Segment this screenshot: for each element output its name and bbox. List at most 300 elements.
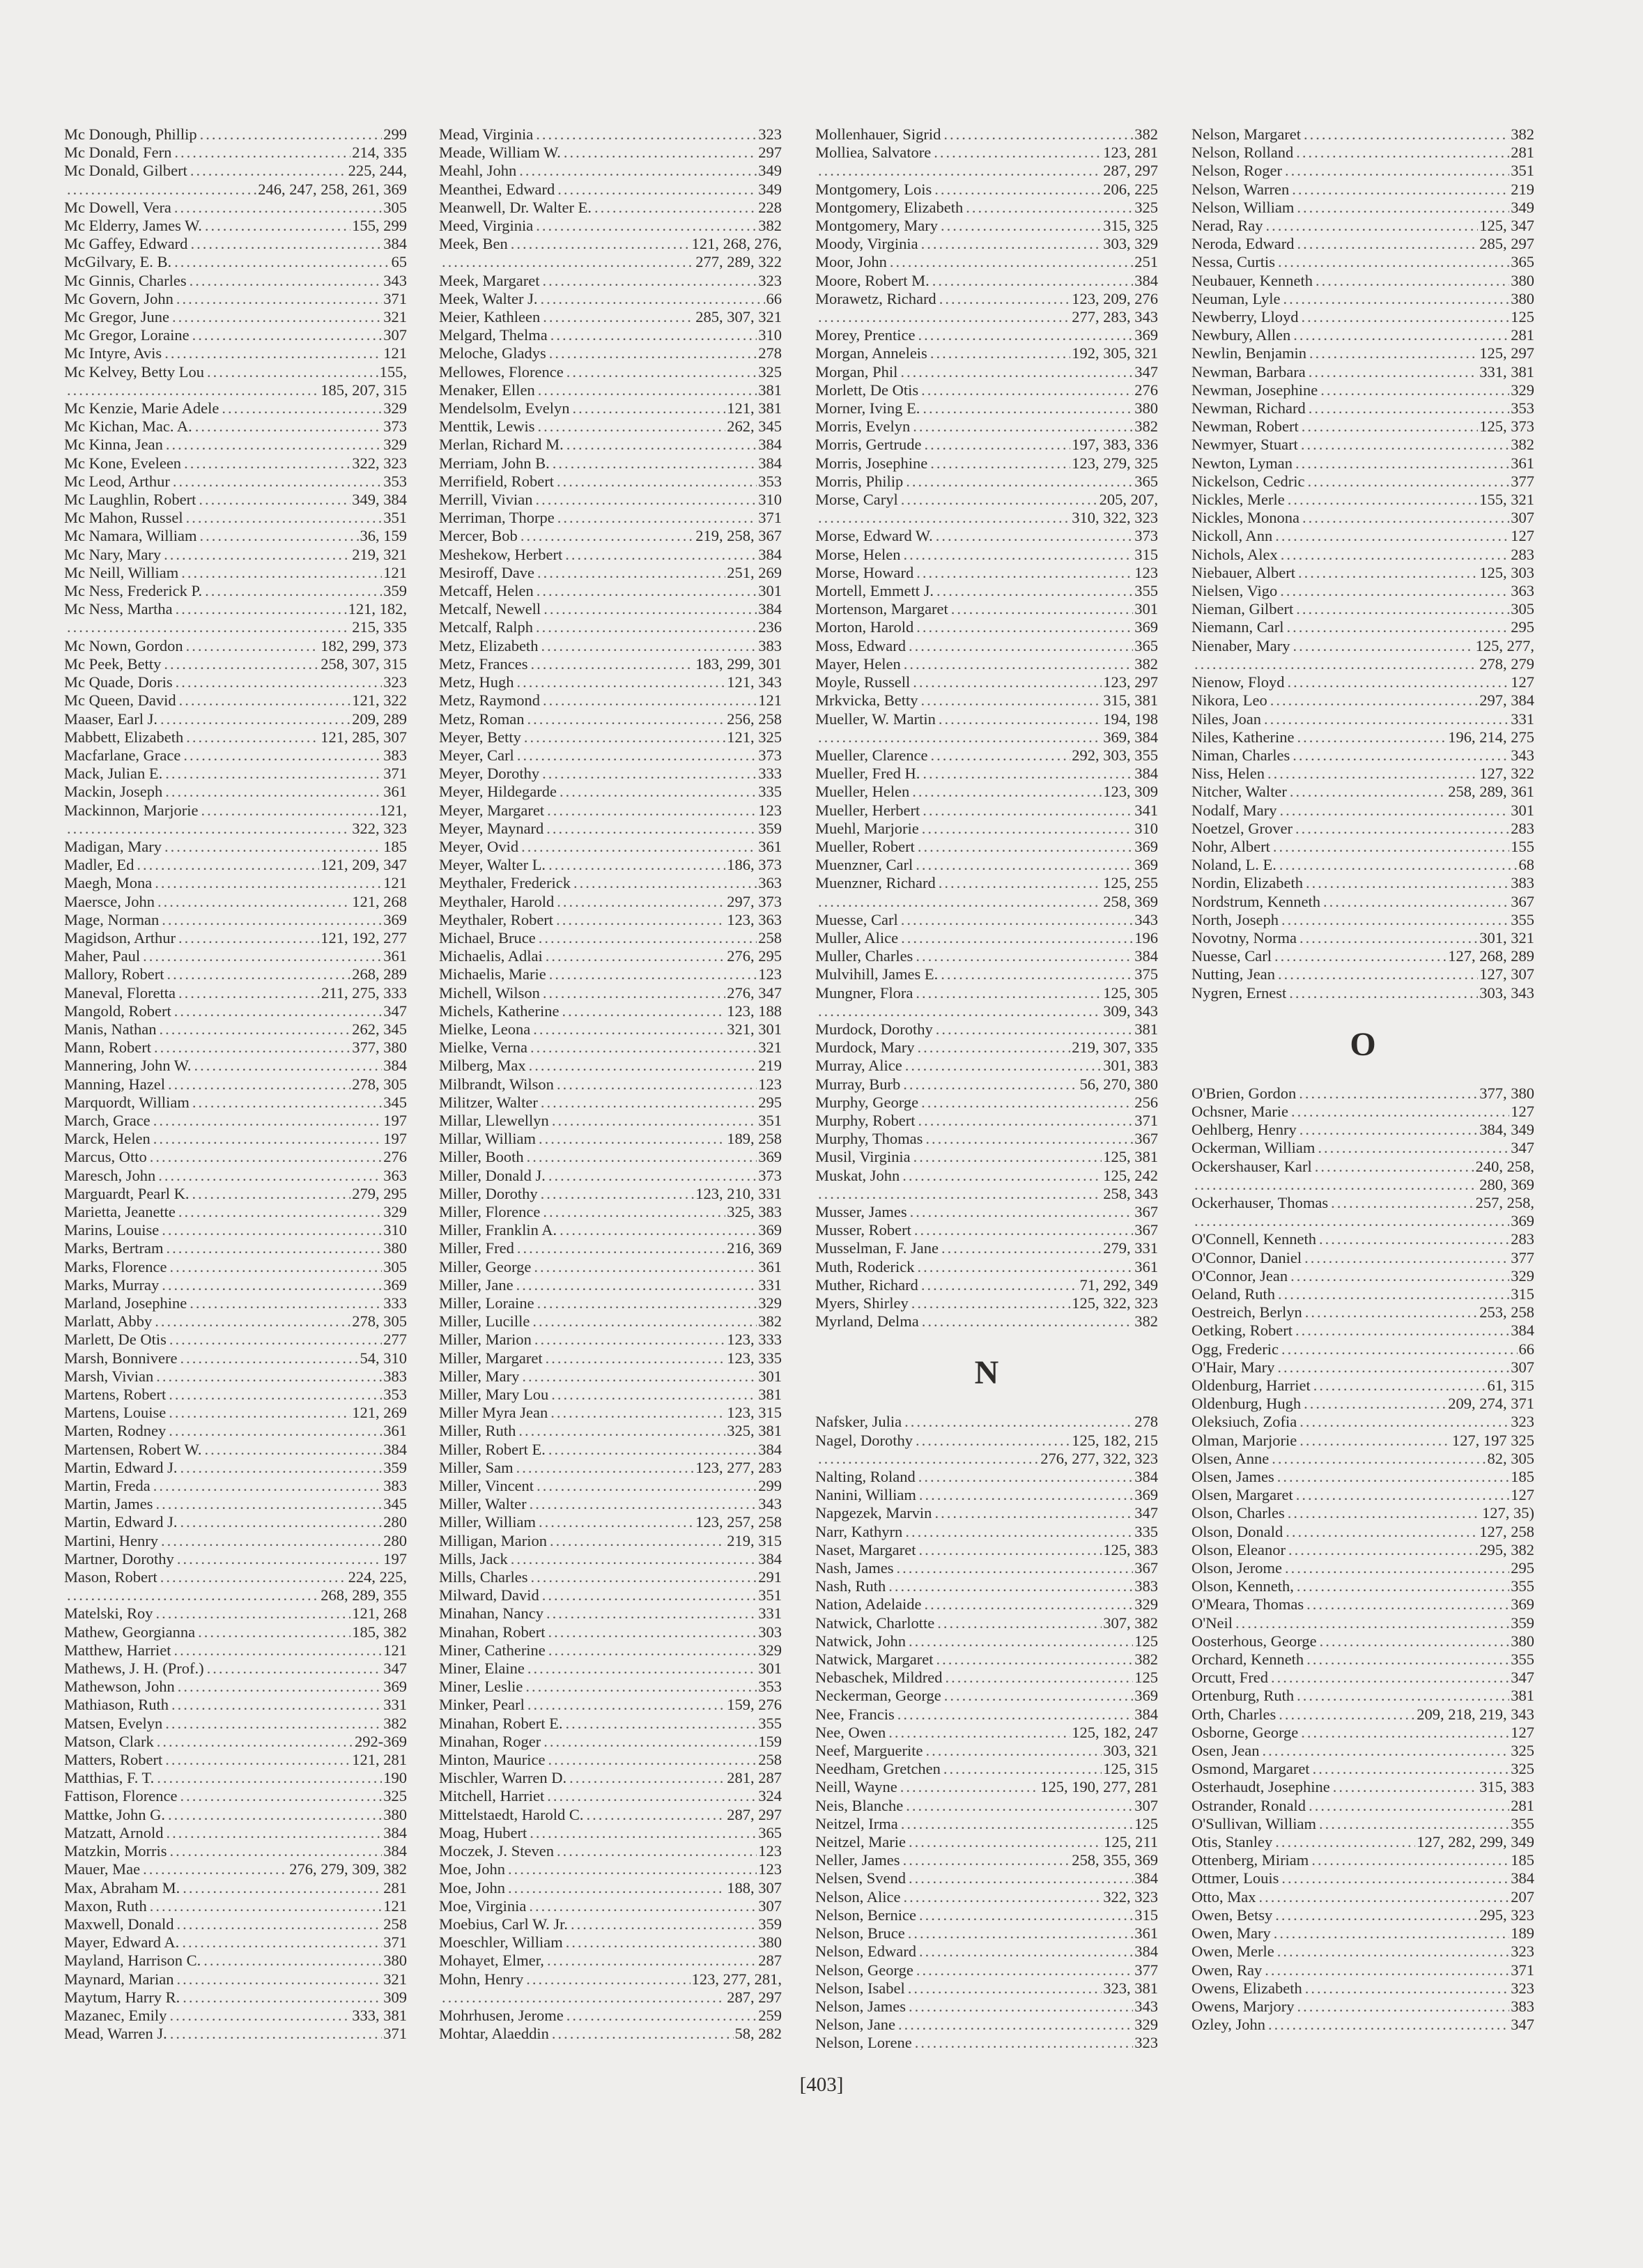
index-entry bbox=[439, 1769, 782, 1787]
leader-dots bbox=[184, 454, 350, 473]
leader-dots bbox=[180, 1513, 382, 1531]
entry-pages: 380 bbox=[383, 1239, 407, 1257]
entry-pages: 127, 307 bbox=[1479, 965, 1534, 983]
entry-pages: 182, 299, 373 bbox=[321, 636, 407, 654]
index-entry bbox=[1191, 2016, 1534, 2034]
entry-name: Meier, Kathleen bbox=[439, 308, 541, 326]
entry-pages: 125, 297 bbox=[1479, 344, 1534, 362]
entry-name: Nelsen, Svend bbox=[815, 1869, 906, 1887]
index-entry bbox=[1191, 838, 1534, 856]
entry-name: Miller, Loraine bbox=[439, 1294, 534, 1312]
leader-dots bbox=[1293, 746, 1509, 765]
entry-name: McGilvary, E. B. bbox=[64, 253, 172, 271]
leader-dots bbox=[166, 1824, 382, 1842]
leader-dots bbox=[522, 1367, 757, 1386]
index-entry bbox=[439, 125, 782, 144]
leader-dots bbox=[511, 235, 691, 253]
index-entry bbox=[1191, 1303, 1534, 1321]
entry-pages: 382 bbox=[758, 217, 782, 235]
entry-name: Mc Kinna, Jean bbox=[64, 436, 163, 454]
entry-pages: 369 bbox=[758, 1148, 782, 1166]
index-entry bbox=[439, 874, 782, 892]
index-entry bbox=[1191, 984, 1534, 1002]
leader-dots bbox=[1291, 1103, 1509, 1121]
entry-pages: 285, 297 bbox=[1479, 235, 1534, 253]
leader-dots bbox=[524, 728, 725, 746]
entry-pages: 299 bbox=[758, 1477, 782, 1495]
leader-dots bbox=[936, 1020, 1134, 1039]
leader-dots bbox=[526, 1970, 690, 1989]
index-entry bbox=[1191, 1486, 1534, 1504]
index-entry bbox=[439, 1349, 782, 1367]
entry-pages: 280 bbox=[383, 1513, 407, 1531]
index-entry bbox=[439, 2025, 782, 2043]
leader-dots bbox=[917, 1258, 1133, 1276]
entry-pages: 66 bbox=[766, 289, 782, 307]
entry-pages: 381 bbox=[758, 381, 782, 399]
leader-dots bbox=[178, 984, 320, 1002]
entry-pages: 371 bbox=[383, 765, 407, 783]
entry-pages: 186, 373 bbox=[727, 856, 782, 874]
entry-pages: 159 bbox=[758, 1732, 782, 1750]
index-entry bbox=[64, 1276, 407, 1294]
index-entry bbox=[439, 1641, 782, 1660]
entry-pages: 123, 257, 258 bbox=[695, 1513, 782, 1531]
index-entry bbox=[64, 2007, 407, 2025]
entry-name: Morey, Prentice bbox=[815, 326, 916, 344]
index-entry bbox=[1191, 765, 1534, 783]
entry-pages: 121 bbox=[383, 563, 407, 581]
leader-dots bbox=[178, 1678, 383, 1696]
entry-pages: 329 bbox=[1134, 2016, 1158, 2034]
entry-pages: 369 bbox=[1511, 1212, 1534, 1230]
entry-name: Nebaschek, Mildred bbox=[815, 1669, 943, 1687]
index-entry bbox=[439, 1075, 782, 1094]
entry-name: Morton, Harold bbox=[815, 618, 914, 636]
leader-dots bbox=[1297, 1687, 1509, 1705]
entry-pages: 351 bbox=[383, 509, 407, 527]
index-entry bbox=[64, 1002, 407, 1020]
leader-dots bbox=[516, 1459, 695, 1477]
leader-dots bbox=[541, 1094, 757, 1112]
entry-name: Mercer, Bob bbox=[439, 527, 518, 545]
entry-pages: 127, 197 325 bbox=[1451, 1431, 1534, 1449]
entry-pages: 205, 207, bbox=[1099, 491, 1158, 509]
index-entry bbox=[64, 199, 407, 217]
index-entry bbox=[64, 1094, 407, 1112]
leader-dots bbox=[519, 162, 757, 180]
entry-name: Milbrandt, Wilson bbox=[439, 1075, 554, 1093]
entry-pages: 384 bbox=[383, 1823, 407, 1841]
index-entry bbox=[439, 1495, 782, 1513]
leader-dots bbox=[198, 1623, 350, 1641]
index-entry bbox=[439, 1258, 782, 1276]
index-entry bbox=[439, 1933, 782, 1952]
leader-dots bbox=[190, 1294, 382, 1312]
leader-dots bbox=[159, 1020, 350, 1039]
entry-name: Marks, Bertram bbox=[64, 1239, 164, 1257]
index-entry bbox=[439, 326, 782, 344]
entry-name: Nee, Francis bbox=[815, 1705, 895, 1723]
leader-dots bbox=[207, 1660, 383, 1678]
entry-pages: 280, 369 bbox=[1479, 1175, 1534, 1193]
leader-dots bbox=[932, 272, 1134, 290]
entry-pages: 380 bbox=[1134, 399, 1158, 417]
entry-pages: 121, 281 bbox=[352, 1751, 407, 1769]
entry-pages: 369 bbox=[1134, 618, 1158, 636]
leader-dots bbox=[1275, 527, 1509, 545]
entry-pages: 258 bbox=[383, 1915, 407, 1933]
entry-name: Morris, Evelyn bbox=[815, 417, 911, 436]
entry-pages: 384 bbox=[1134, 1468, 1158, 1486]
index-entry bbox=[1191, 399, 1534, 417]
entry-pages: 125, 277, bbox=[1475, 636, 1534, 654]
index-entry bbox=[64, 1897, 407, 1915]
index-entry bbox=[64, 1185, 407, 1203]
index-entry bbox=[439, 1897, 782, 1915]
leader-dots bbox=[203, 1952, 382, 1970]
index-entry bbox=[1191, 637, 1534, 655]
leader-dots bbox=[548, 1441, 757, 1459]
index-entry bbox=[64, 1495, 407, 1513]
index-entry bbox=[815, 1239, 1158, 1257]
leader-dots bbox=[166, 1239, 382, 1257]
index-entry bbox=[815, 363, 1158, 381]
entry-pages: 295 bbox=[758, 1093, 782, 1111]
index-entry bbox=[64, 728, 407, 746]
leader-dots bbox=[176, 1970, 382, 1989]
entry-name: Ostrander, Ronald bbox=[1191, 1796, 1306, 1814]
leader-dots bbox=[1304, 1395, 1447, 1413]
index-entry bbox=[439, 1660, 782, 1678]
index-entry bbox=[1191, 509, 1534, 527]
leader-dots bbox=[538, 381, 757, 399]
entry-pages: 188, 307 bbox=[727, 1878, 782, 1897]
entry-name: Moebius, Carl W. Jr. bbox=[439, 1915, 569, 1933]
entry-pages: 382 bbox=[1134, 125, 1158, 143]
index-entry bbox=[1191, 162, 1534, 180]
entry-name: Oosterhous, George bbox=[1191, 1632, 1317, 1650]
leader-dots bbox=[546, 820, 757, 838]
index-entry bbox=[1191, 1869, 1534, 1887]
leader-dots bbox=[173, 1641, 382, 1660]
entry-pages: 121, 268 bbox=[352, 892, 407, 910]
leader-dots bbox=[540, 290, 764, 308]
leader-dots bbox=[150, 1148, 383, 1166]
leader-dots bbox=[934, 144, 1102, 162]
entry-pages: 380 bbox=[383, 1952, 407, 1970]
index-entry bbox=[815, 655, 1158, 673]
leader-dots bbox=[909, 1833, 1102, 1851]
entry-pages: 309 bbox=[383, 1988, 407, 2006]
entry-pages: 278, 279 bbox=[1479, 654, 1534, 673]
index-entry bbox=[439, 1459, 782, 1477]
leader-dots bbox=[508, 1860, 757, 1878]
leader-dots bbox=[562, 1002, 725, 1020]
entry-name: Matzatt, Arnold bbox=[64, 1823, 164, 1841]
entry-name: Michels, Katherine bbox=[439, 1002, 560, 1020]
index-entry bbox=[64, 1020, 407, 1039]
entry-pages: 384 bbox=[1511, 1869, 1534, 1887]
entry-pages: 155 bbox=[1511, 837, 1534, 855]
leader-dots bbox=[1306, 1595, 1509, 1614]
leader-dots bbox=[566, 1933, 757, 1952]
leader-dots bbox=[919, 1541, 1102, 1559]
entry-name: Orcutt, Fred bbox=[1191, 1669, 1268, 1687]
entry-pages: 283 bbox=[1511, 819, 1534, 837]
entry-pages: 307 bbox=[1511, 1358, 1534, 1376]
entry-pages: 367 bbox=[1134, 1559, 1158, 1577]
entry-name: Meanthei, Edward bbox=[439, 180, 555, 198]
leader-dots bbox=[1288, 673, 1510, 691]
leader-dots bbox=[164, 838, 382, 856]
leader-dots bbox=[539, 1513, 694, 1531]
entry-pages: 361 bbox=[758, 1257, 782, 1275]
entry-pages: 383 bbox=[1511, 874, 1534, 892]
entry-pages: 315 bbox=[1134, 1906, 1158, 1924]
entry-pages: 310 bbox=[1134, 819, 1158, 837]
index-entry bbox=[439, 1550, 782, 1568]
entry-pages: 329 bbox=[383, 436, 407, 454]
entry-name: Moeschler, William bbox=[439, 1933, 563, 1952]
index-entry bbox=[1191, 1706, 1534, 1724]
entry-name: Olson, Charles bbox=[1191, 1504, 1285, 1522]
index-entry bbox=[815, 820, 1158, 838]
entry-name: Musselman, F. Jane bbox=[815, 1239, 939, 1257]
entry-pages: 345 bbox=[383, 1495, 407, 1513]
entry-name: Metz, Roman bbox=[439, 710, 525, 728]
index-entry bbox=[815, 381, 1158, 399]
leader-dots bbox=[530, 1824, 757, 1842]
entry-name: Mc Nown, Gordon bbox=[64, 636, 183, 654]
leader-dots bbox=[936, 527, 1134, 545]
entry-pages: 321 bbox=[383, 308, 407, 326]
leader-dots bbox=[153, 1130, 383, 1148]
entry-pages: 384 bbox=[758, 1440, 782, 1458]
entry-name: Olson, Jerome bbox=[1191, 1559, 1282, 1577]
entry-name: Meshekow, Herbert bbox=[439, 545, 563, 563]
entry-pages: 329 bbox=[1511, 381, 1534, 399]
entry-pages: 323, 381 bbox=[1103, 1979, 1158, 1997]
index-entry bbox=[439, 1604, 782, 1623]
entry-name: Murray, Burb bbox=[815, 1075, 901, 1093]
entry-pages: 279, 331 bbox=[1103, 1239, 1158, 1257]
entry-name: Mc Ness, Frederick P. bbox=[64, 582, 203, 600]
entry-name: Mueller, Helen bbox=[815, 783, 910, 801]
entry-pages: 125, 182, 215 bbox=[1072, 1431, 1158, 1449]
index-entry bbox=[815, 1632, 1158, 1650]
entry-name: Mulvihill, James E. bbox=[815, 965, 939, 983]
entry-pages: 305 bbox=[1511, 600, 1534, 618]
leader-dots bbox=[923, 802, 1133, 820]
leader-dots bbox=[905, 1523, 1133, 1541]
leader-dots bbox=[902, 1167, 1102, 1185]
entry-pages: 297 bbox=[758, 144, 782, 162]
index-entry bbox=[815, 217, 1158, 235]
leader-dots bbox=[543, 1203, 725, 1221]
index-entry bbox=[1191, 1650, 1534, 1669]
page-number: [403] bbox=[799, 2074, 844, 2096]
index-entry bbox=[815, 144, 1158, 162]
leader-dots bbox=[943, 1760, 1102, 1778]
entry-pages: 127 bbox=[1511, 1723, 1534, 1741]
index-entry bbox=[64, 1568, 407, 1586]
entry-pages: 185 bbox=[1511, 1468, 1534, 1486]
leader-dots bbox=[1275, 1833, 1415, 1851]
index-entry bbox=[815, 1294, 1158, 1312]
entry-pages: 381 bbox=[1511, 1687, 1534, 1705]
index-entry bbox=[64, 1678, 407, 1696]
entry-name: Metz, Raymond bbox=[439, 691, 540, 710]
leader-dots bbox=[896, 1559, 1133, 1577]
entry-pages: 123, 363 bbox=[727, 910, 782, 928]
entry-pages: 367 bbox=[1134, 1221, 1158, 1239]
index-entry bbox=[64, 746, 407, 765]
index-entry bbox=[439, 1203, 782, 1221]
leader-dots bbox=[169, 1842, 382, 1860]
entry-pages: 185 bbox=[1511, 1851, 1534, 1869]
index-entry bbox=[815, 582, 1158, 600]
leader-dots bbox=[529, 1897, 757, 1915]
index-entry bbox=[1191, 1523, 1534, 1541]
entry-pages: 276, 277, 322, 323 bbox=[1040, 1449, 1158, 1467]
entry-pages: 127, 322 bbox=[1479, 765, 1534, 783]
index-entry bbox=[1191, 1194, 1534, 1212]
entry-pages: 321 bbox=[758, 1039, 782, 1057]
index-entry bbox=[1191, 144, 1534, 162]
index-entry bbox=[815, 637, 1158, 655]
leader-dots bbox=[1286, 1523, 1478, 1541]
entry-pages: 321 bbox=[383, 1970, 407, 1988]
entry-name: Martens, Robert bbox=[64, 1386, 167, 1404]
index-entry bbox=[1191, 1085, 1534, 1103]
index-entry bbox=[64, 1641, 407, 1660]
entry-pages: 333 bbox=[383, 1294, 407, 1312]
leader-dots bbox=[1297, 199, 1509, 217]
index-entry bbox=[815, 1057, 1158, 1075]
entry-name: Maersce, John bbox=[64, 892, 155, 910]
entry-pages: 159, 276 bbox=[727, 1696, 782, 1714]
entry-pages: 329 bbox=[758, 1294, 782, 1312]
leader-dots bbox=[915, 2034, 1134, 2052]
leader-dots bbox=[153, 1477, 383, 1495]
index-entry bbox=[64, 162, 407, 180]
leader-dots bbox=[937, 1614, 1102, 1632]
entry-name: Meed, Virginia bbox=[439, 217, 534, 235]
index-entry bbox=[815, 527, 1158, 545]
entry-name: Minahan, Nancy bbox=[439, 1604, 543, 1623]
index-entry bbox=[439, 417, 782, 436]
leader-dots bbox=[905, 1057, 1102, 1075]
leader-dots bbox=[550, 1532, 725, 1550]
index-entry bbox=[64, 947, 407, 965]
leader-dots bbox=[176, 1915, 382, 1933]
index-entry bbox=[439, 1020, 782, 1039]
entry-name: Merriman, Thorpe bbox=[439, 509, 555, 527]
entry-name: Nieman, Gilbert bbox=[1191, 600, 1294, 618]
entry-name: Matsen, Evelyn bbox=[64, 1714, 163, 1732]
entry-pages: 301, 383 bbox=[1103, 1057, 1158, 1075]
index-entry bbox=[439, 1513, 782, 1531]
entry-name: Mayer, Helen bbox=[815, 654, 901, 673]
index-entry bbox=[64, 491, 407, 509]
index-entry bbox=[815, 235, 1158, 253]
index-entry bbox=[815, 473, 1158, 491]
entry-pages: 183, 299, 301 bbox=[695, 654, 782, 673]
leader-dots bbox=[173, 473, 382, 491]
index-entry bbox=[439, 564, 782, 582]
index-entry bbox=[64, 436, 407, 454]
index-entry bbox=[439, 1039, 782, 1057]
entry-pages: 343 bbox=[383, 271, 407, 289]
entry-pages: 127 bbox=[1511, 673, 1534, 691]
leader-dots bbox=[916, 564, 1133, 582]
leader-dots bbox=[565, 1715, 757, 1733]
leader-dots bbox=[1288, 1541, 1478, 1559]
entry-name: Mangold, Robert bbox=[64, 1002, 171, 1020]
entry-name: Nelson, Margaret bbox=[1191, 125, 1302, 143]
entry-pages: 325, 383 bbox=[727, 1202, 782, 1220]
entry-name: Marins, Louise bbox=[64, 1221, 160, 1239]
index-entry bbox=[64, 381, 407, 399]
entry-pages: 359 bbox=[758, 1915, 782, 1933]
leader-dots bbox=[165, 1751, 350, 1769]
index-entry bbox=[64, 1258, 407, 1276]
index-entry bbox=[439, 473, 782, 491]
entry-name: Mendelsolm, Evelyn bbox=[439, 399, 570, 417]
leader-dots bbox=[537, 1294, 757, 1312]
index-entry bbox=[815, 509, 1158, 527]
entry-name: Otto, Max bbox=[1191, 1887, 1256, 1906]
entry-pages: 325, 381 bbox=[727, 1422, 782, 1440]
index-entry bbox=[439, 144, 782, 162]
entry-pages: 384 bbox=[1511, 1321, 1534, 1340]
index-entry bbox=[1191, 1158, 1534, 1176]
leader-dots bbox=[1316, 272, 1509, 290]
index-entry bbox=[1191, 1285, 1534, 1303]
entry-name: Nash, James bbox=[815, 1559, 894, 1577]
leader-dots bbox=[1299, 1413, 1509, 1431]
leader-dots bbox=[180, 1459, 382, 1477]
entry-name: Novotny, Norma bbox=[1191, 928, 1297, 947]
index-entry bbox=[439, 929, 782, 947]
index-entry bbox=[815, 1650, 1158, 1669]
entry-pages: 155, bbox=[379, 362, 407, 381]
index-entry bbox=[439, 1970, 782, 1989]
leader-dots bbox=[934, 181, 1102, 199]
leader-dots bbox=[966, 199, 1133, 217]
leader-dots bbox=[818, 509, 1070, 527]
leader-dots bbox=[557, 1075, 757, 1094]
entry-name: Orchard, Kenneth bbox=[1191, 1650, 1304, 1669]
leader-dots bbox=[901, 1815, 1134, 1833]
index-entry bbox=[815, 491, 1158, 509]
leader-dots bbox=[903, 1075, 1078, 1094]
entry-name: Nation, Adelaide bbox=[815, 1595, 922, 1614]
index-entry bbox=[439, 1130, 782, 1148]
leader-dots bbox=[1295, 820, 1509, 838]
entry-pages: 331 bbox=[1511, 710, 1534, 728]
index-entry bbox=[64, 874, 407, 892]
index-entry bbox=[815, 326, 1158, 344]
entry-pages: 323 bbox=[758, 125, 782, 143]
entry-pages: 71, 292, 349 bbox=[1079, 1275, 1158, 1294]
leader-dots bbox=[916, 618, 1133, 636]
index-entry bbox=[815, 199, 1158, 217]
entry-pages: 383 bbox=[383, 1477, 407, 1495]
index-entry bbox=[439, 618, 782, 636]
index-entry bbox=[1191, 856, 1534, 874]
